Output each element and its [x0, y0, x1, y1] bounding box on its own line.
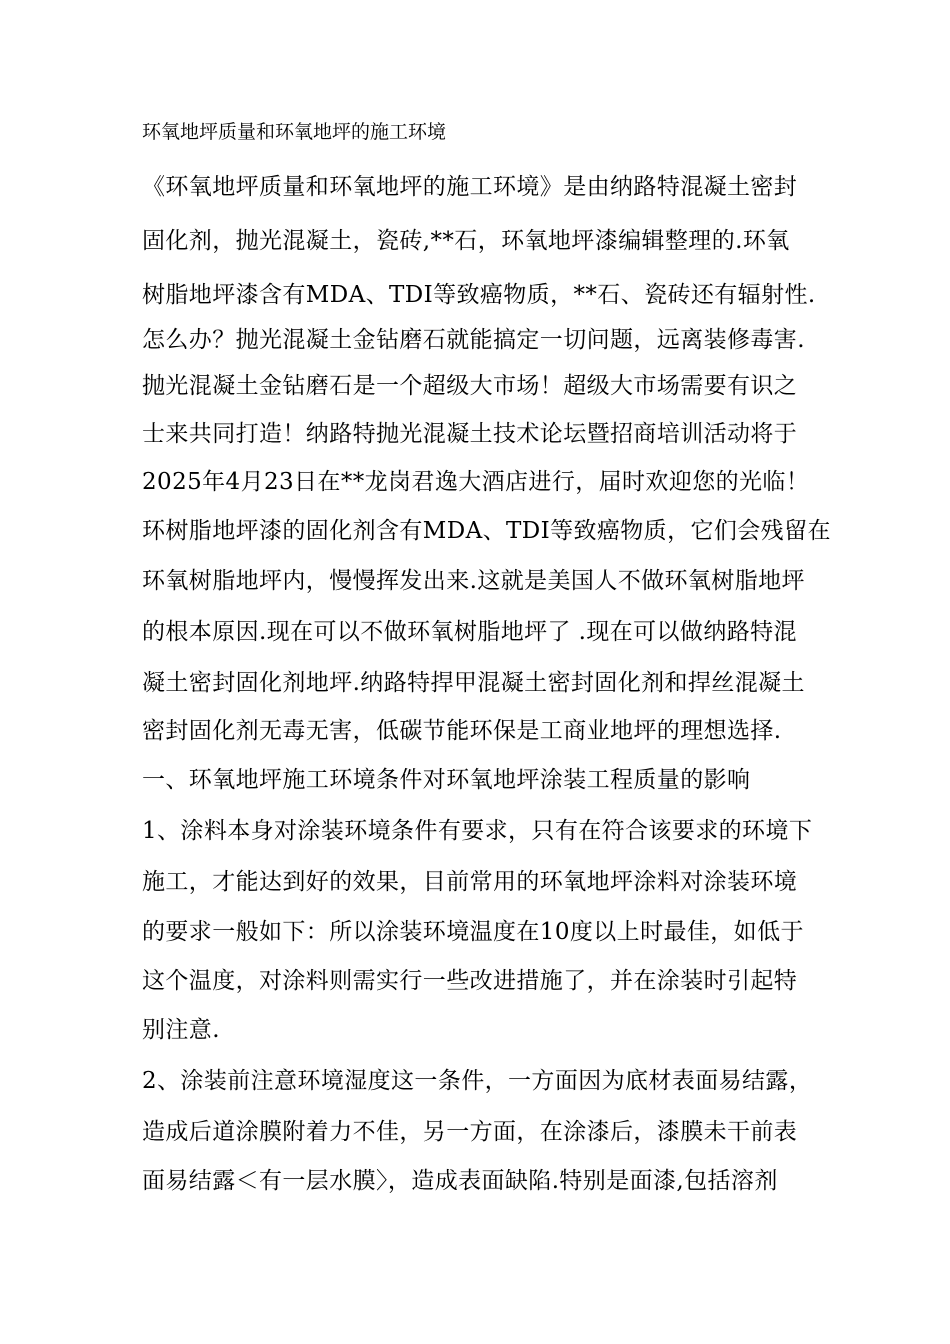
- text-line: 2、涂装前注意环境湿度这一条件，一方面因为底材表面易结露，: [142, 1068, 813, 1094]
- text-line: 施工，才能达到好的效果，目前常用的环氧地坪涂料对涂装环境: [142, 869, 798, 895]
- text-line: 密封固化剂无毒无害，低碳节能环保是工商业地坪的理想选择.: [142, 718, 782, 744]
- text-line: 的要求一般如下：所以涂装环境温度在10度以上时最佳，如低于: [142, 919, 804, 945]
- text-line: 别注意.: [142, 1017, 220, 1043]
- text-line: 2025年4月23日在**龙岗君逸大酒店进行，届时欢迎您的光临！: [142, 469, 810, 495]
- text-line: 这个温度，对涂料则需实行一些改进措施了，并在涂装时引起特: [142, 968, 798, 994]
- text-line: 士来共同打造！纳路特抛光混凝土技术论坛暨招商培训活动将于: [142, 421, 798, 447]
- text-line: 的根本原因.现在可以不做环氧树脂地坪了 .现在可以做纳路特混: [142, 619, 797, 645]
- section-heading: 一、环氧地坪施工环境条件对环氧地坪涂装工程质量的影响: [142, 767, 751, 793]
- text-line: 树脂地坪漆含有MDA、TDI等致癌物质，**石、瓷砖还有辐射性.: [142, 282, 816, 308]
- text-line: 面易结露＜有一层水膜〉，造成表面缺陷.特别是面漆,包括溶剂: [142, 1168, 778, 1194]
- text-line: 抛光混凝土金钻磨石是一个超级大市场！超级大市场需要有识之: [142, 373, 798, 399]
- text-line: 固化剂，抛光混凝土，瓷砖,**石，环氧地坪漆编辑整理的.环氧: [142, 228, 790, 254]
- document-title: 环氧地坪质量和环氧地坪的施工环境: [142, 121, 447, 143]
- text-line: 环树脂地坪漆的固化剂含有MDA、TDI等致癌物质，它们会残留在: [142, 518, 831, 544]
- text-line: 凝土密封固化剂地坪.纳路特捍甲混凝土密封固化剂和捍丝混凝土: [142, 670, 805, 696]
- text-line: 怎么办？抛光混凝土金钻磨石就能搞定一切问题，远离装修毒害.: [142, 327, 805, 353]
- text-line: 造成后道涂膜附着力不佳，另一方面，在涂漆后，漆膜未干前表: [142, 1119, 798, 1145]
- text-line: 《环氧地坪质量和环氧地坪的施工环境》是由纳路特混凝土密封: [142, 174, 798, 200]
- text-line: 环氧树脂地坪内，慢慢挥发出来.这就是美国人不做环氧树脂地坪: [142, 568, 805, 594]
- text-line: 1、涂料本身对涂装环境条件有要求，只有在符合该要求的环境下: [142, 818, 813, 844]
